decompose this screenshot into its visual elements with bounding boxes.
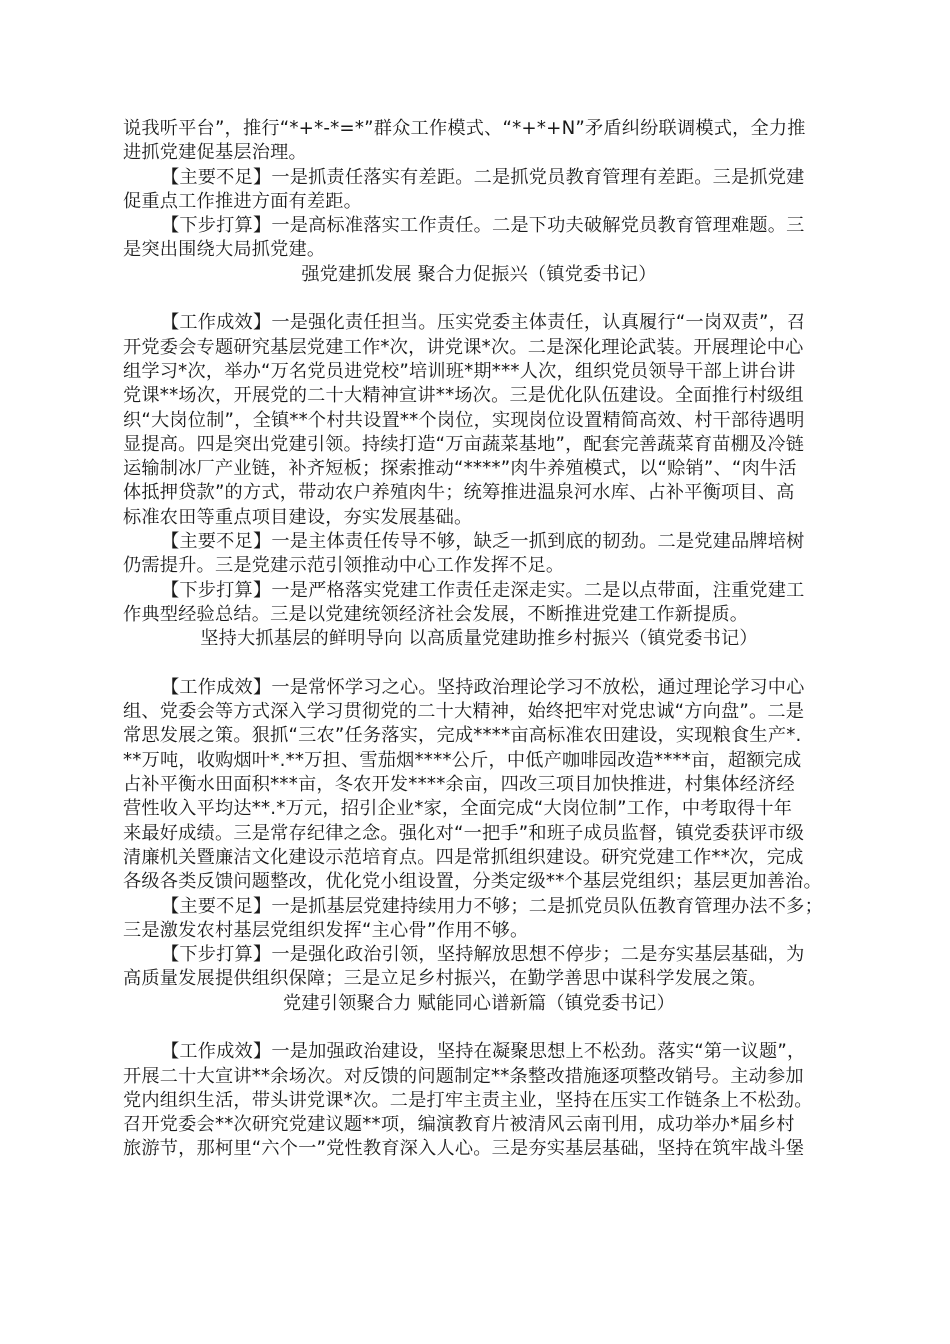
text-line: 仍需提升。三是党建示范引领推动中心工作发挥不足。 (123, 555, 565, 577)
text-line: 占补平衡水田面积***亩，冬农开发****余亩，四改三项目加快推进，村集体经济经 (123, 774, 795, 796)
blank-line (123, 1016, 835, 1040)
text-line: 【工作成效】一是加强政治建设，坚持在凝聚思想上不松劲。落实“第一议题”， (161, 1041, 806, 1063)
text-line: 【下步打算】一是强化政治引领，坚持解放思想不停步；二是夯实基层基础，为 (161, 944, 805, 966)
text-line: 开展二十大宣讲**余场次。对反馈的问题制定**条整改措施逐项整改销号。主动参加 (123, 1065, 804, 1087)
text-line: 标准农田等重点项目建设，夯实发展基础。 (123, 506, 473, 528)
text-line: 开党委会专题研究基层党建工作*次，讲党课*次。二是深化理论武装。开展理论中心 (123, 336, 804, 358)
text-line: 常思发展之策。狠抓“三农”任务落实，完成****亩高标准农田建设，实现粮食生产*. (123, 725, 802, 747)
text-line: 体抵押贷款”的方式，带动农户养殖肉牛；统筹推进温泉河水库、占补平衡项目、高 (123, 482, 795, 504)
text-line: 【工作成效】一是常怀学习之心。坚持政治理论学习不放松，通过理论学习中心 (161, 676, 805, 698)
text-line: 织“大岗位制”，全镇**个村共设置**个岗位，实现岗位设置精简高效、村干部待遇明 (123, 409, 805, 431)
text-line: 清廉机关暨廉洁文化建设示范培育点。四是常抓组织建设。研究党建工作**次，完成 (123, 846, 804, 868)
section-title: 坚持大抓基层的鲜明导向 以高质量党建助推乡村振兴（镇党委书记） (200, 628, 758, 650)
text-line: 【下步打算】一是高标准落实工作责任。二是下功夫破解党员教育管理难题。三 (161, 215, 805, 237)
text-line: 作典型经验总结。三是以党建统领经济社会发展，不断推进党建工作新提质。 (123, 603, 749, 625)
text-line: 来最好成绩。三是常存纪律之念。强化对“一把手”和班子成员监督，镇党委获评市级 (123, 822, 805, 844)
text-line: 运输制冰厂产业链，补齐短板；探索推动“****”肉牛养殖模式，以“赊销”、“肉牛活 (123, 458, 797, 480)
text-line: 党课**场次，开展党的二十大精神宣讲**场次。三是优化队伍建设。全面推行村级组 (123, 385, 804, 407)
text-line: 党内组织生活，带头讲党课*次。二是打牢主责主业，坚持在压实工作链条上不松劲。 (123, 1089, 813, 1111)
blank-line (123, 287, 835, 311)
text-line: **万吨，收购烟叶*.**万担、雪茄烟****公斤，中低产咖啡园改造****亩，超额完成 (123, 749, 802, 771)
text-line: 【主要不足】一是主体责任传导不够，缺乏一抓到底的韧劲。二是党建品牌培树 (161, 531, 805, 553)
text-line: 是突出围绕大局抓党建。 (123, 239, 326, 261)
text-line: 组、党委会等方式深入学习贯彻党的二十大精神，始终把牢对党忠诚“方向盘”。二是 (123, 701, 805, 723)
text-line: 营性收入平均达**.*万元，招引企业*家，全面完成“大岗位制”工作，中考取得十年 (123, 798, 793, 820)
text-line: 旅游节，那柯里“六个一”党性教育深入人心。三是夯实基层基础，坚持在筑牢战斗堡 (123, 1138, 805, 1160)
document-page (123, 117, 835, 1162)
text-line: 【主要不足】一是抓基层党建持续用力不够；二是抓党员队伍教育管理办法不多； (161, 895, 823, 917)
text-line: 【工作成效】一是强化责任担当。压实党委主体责任，认真履行“一岗双责”，召 (161, 312, 806, 334)
text-line: 说我听平台”，推行“*+*-*=*”群众工作模式、“*+*+N”矛盾纠纷联调模式，全力推 (123, 118, 806, 139)
text-line: 进抓党建促基层治理。 (123, 142, 307, 164)
text-line: 【下步打算】一是严格落实党建工作责任走深走实。二是以点带面，注重党建工 (161, 579, 805, 601)
text-line: 显提高。四是突出党建引领。持续打造“万亩蔬菜基地”，配套完善蔬菜育苗棚及冷链 (123, 433, 805, 455)
text-line: 组学习*次，举办“万名党员进党校”培训班*期***人次，组织党员领导干部上讲台讲 (123, 360, 796, 382)
text-line: 召开党委会**次研究党建议题**项，编演教育片被清风云南刊用，成功举办*届乡村 (123, 1114, 795, 1136)
blank-line (123, 652, 835, 676)
text-line: 【主要不足】一是抓责任落实有差距。二是抓党员教育管理有差距。三是抓党建 (161, 166, 805, 188)
section-title: 党建引领聚合力 赋能同心谱新篇（镇党委书记） (282, 992, 676, 1014)
text-line: 各级各类反馈问题整改，优化党小组设置，分类定级**个基层党组织；基层更加善治。 (123, 871, 822, 893)
text-line: 三是激发农村基层党组织发挥“主心骨”作用不够。 (123, 919, 529, 941)
section-title: 强党建抓发展 聚合力促振兴（镇党委书记） (301, 263, 657, 285)
text-line: 高质量发展提供组织保障；三是立足乡村振兴，在勤学善思中谋科学发展之策。 (123, 968, 767, 990)
text-line: 促重点工作推进方面有差距。 (123, 190, 363, 212)
